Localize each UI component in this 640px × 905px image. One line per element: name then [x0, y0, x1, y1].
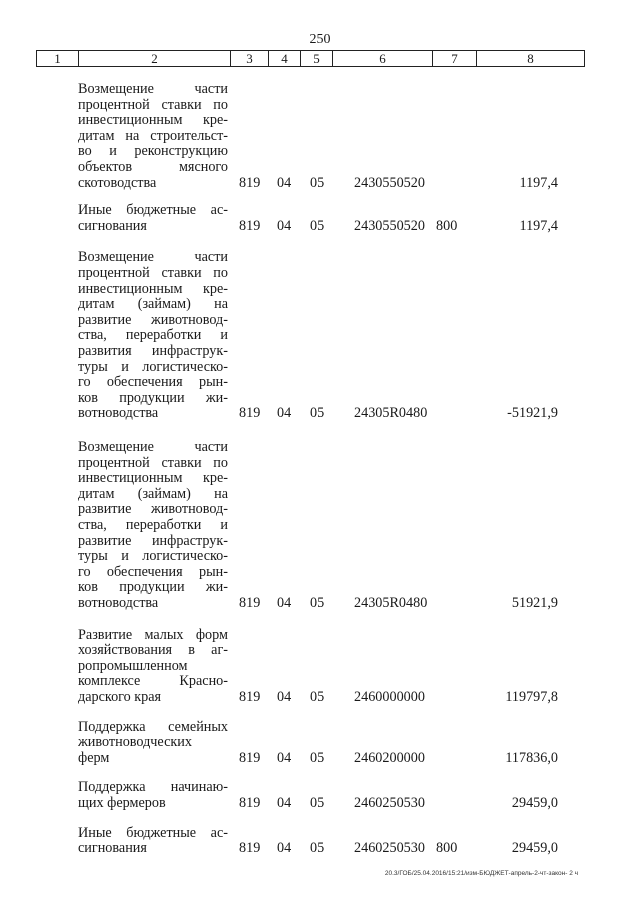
page-number: 250: [309, 32, 331, 47]
description-line: го обеспечения рын-: [78, 564, 228, 580]
header-col-3: 3: [231, 51, 269, 67]
cell-c6: 24305R0480: [354, 405, 428, 422]
description-line: Возмещение части: [78, 440, 228, 455]
description-line: ства, переработки и: [78, 517, 228, 533]
description-line: ропромышленном: [78, 658, 188, 674]
row-description: [78, 720, 228, 767]
description-line: сигнования: [78, 841, 147, 857]
description-line: Поддержка семейных: [78, 719, 228, 735]
description-line: ков продукции жи-: [78, 580, 228, 596]
description-line: комплексе Красно-: [78, 674, 228, 690]
table-row: [0, 780, 640, 811]
cell-c5: 05: [310, 595, 325, 611]
cell-c4: 04: [277, 217, 292, 234]
cell-c8: 29459,0: [511, 840, 558, 857]
cell-c3: 819: [239, 405, 261, 422]
description-line: туры и логистическо-: [78, 549, 228, 565]
cell-c7: 800: [436, 840, 458, 857]
description-line: хозяйствования в аг-: [78, 643, 228, 659]
cell-c6: 2460200000: [354, 749, 425, 766]
description-line: щих фермеров: [78, 795, 166, 811]
footer-stamp: 20.3/ГОБ/25.04.2016/15:21/изм-БЮДЖЕТ-апрель-2-чт-закон- 2 ч: [384, 870, 578, 877]
header-row: [37, 51, 585, 67]
cell-c4: 04: [277, 749, 292, 766]
row-description: [78, 203, 228, 234]
cell-c5: 05: [310, 174, 325, 191]
cell-c3: 819: [239, 595, 261, 611]
cell-c5: 05: [310, 689, 325, 705]
header-col-5: 5: [301, 51, 333, 67]
description-line: скотоводства: [78, 175, 157, 191]
description-line: сигнования: [78, 218, 147, 234]
header-col-7: 7: [433, 51, 477, 67]
description-line: го обеспечения рын-: [78, 375, 228, 391]
description-line: дарского края: [78, 689, 162, 705]
cell-c5: 05: [310, 794, 325, 811]
description-line: животноводческих: [78, 735, 192, 751]
header-col-4: 4: [269, 51, 301, 67]
cell-c5: 05: [310, 749, 325, 766]
description-line: вотноводства: [78, 406, 159, 422]
description-line: туры и логистическо-: [78, 359, 228, 375]
cell-c6: 2460250530: [354, 794, 425, 811]
description-line: Возмещение части: [78, 82, 228, 97]
row-description: [78, 780, 228, 811]
cell-c5: 05: [310, 217, 325, 234]
description-line: объектов мясного: [78, 159, 228, 175]
cell-c4: 04: [277, 840, 292, 857]
description-line: развитие животновод-: [78, 502, 228, 518]
description-line: процентной ставки по: [78, 265, 228, 281]
row-description: [78, 440, 228, 612]
row-description: [78, 250, 228, 422]
cell-c4: 04: [277, 174, 292, 191]
description-line: процентной ставки по: [78, 455, 228, 471]
table-row: [0, 250, 640, 422]
header-col-2: 2: [79, 51, 231, 67]
cell-c4: 04: [277, 794, 292, 811]
cell-c7: 800: [436, 217, 458, 234]
description-line: инвестиционным кре-: [78, 113, 228, 129]
cell-c8: -51921,9: [507, 405, 558, 422]
description-line: процентной ставки по: [78, 97, 228, 113]
cell-c3: 819: [239, 840, 261, 857]
description-line: вотноводства: [78, 595, 159, 611]
description-line: развитие инфраструк-: [78, 533, 228, 549]
cell-c3: 819: [239, 794, 261, 811]
description-line: во и реконструкцию: [78, 144, 228, 160]
header-col-1: 1: [37, 51, 79, 67]
column-header-table: [36, 50, 585, 67]
cell-c8: 29459,0: [511, 794, 558, 811]
description-line: развития инфраструк-: [78, 343, 228, 359]
header-col-8: 8: [477, 51, 585, 67]
cell-c6: 24305R0480: [354, 595, 428, 611]
table-row: [0, 440, 640, 612]
cell-c8: 1197,4: [519, 174, 558, 191]
description-line: Поддержка начинаю-: [78, 780, 228, 796]
cell-c3: 819: [239, 174, 261, 191]
cell-c5: 05: [310, 405, 325, 422]
cell-c4: 04: [277, 689, 292, 705]
table-row: [0, 82, 640, 191]
cell-c4: 04: [277, 595, 292, 611]
cell-c8: 117836,0: [505, 749, 558, 766]
description-line: Иные бюджетные ас-: [78, 203, 228, 219]
description-line: Развитие малых форм: [78, 627, 228, 643]
description-line: ферм: [78, 750, 110, 766]
cell-c3: 819: [239, 689, 261, 705]
table-row: [0, 203, 640, 234]
description-line: ков продукции жи-: [78, 390, 228, 406]
cell-c6: 2430550520: [354, 217, 425, 234]
table-row: [0, 720, 640, 767]
cell-c8: 1197,4: [519, 217, 558, 234]
cell-c4: 04: [277, 405, 292, 422]
description-line: развитие животновод-: [78, 312, 228, 328]
table-row: [0, 628, 640, 706]
description-line: ства, переработки и: [78, 328, 228, 344]
row-description: [78, 826, 228, 857]
cell-c3: 819: [239, 217, 261, 234]
description-line: Возмещение части: [78, 250, 228, 266]
row-description: [78, 82, 228, 191]
cell-c5: 05: [310, 840, 325, 857]
description-line: инвестиционным кре-: [78, 281, 228, 297]
description-line: инвестиционным кре-: [78, 471, 228, 487]
row-description: [78, 628, 228, 706]
cell-c8: 119797,8: [505, 689, 558, 705]
cell-c6: 2430550520: [354, 174, 425, 191]
table-row: [0, 826, 640, 857]
cell-c3: 819: [239, 749, 261, 766]
cell-c6: 2460250530: [354, 840, 425, 857]
cell-c8: 51921,9: [511, 595, 558, 611]
description-line: дитам на строительст-: [78, 128, 228, 144]
description-line: Иные бюджетные ас-: [78, 825, 228, 841]
description-line: дитам (займам) на: [78, 486, 228, 502]
cell-c6: 2460000000: [354, 689, 425, 705]
header-col-6: 6: [333, 51, 433, 67]
description-line: дитам (займам) на: [78, 297, 228, 313]
